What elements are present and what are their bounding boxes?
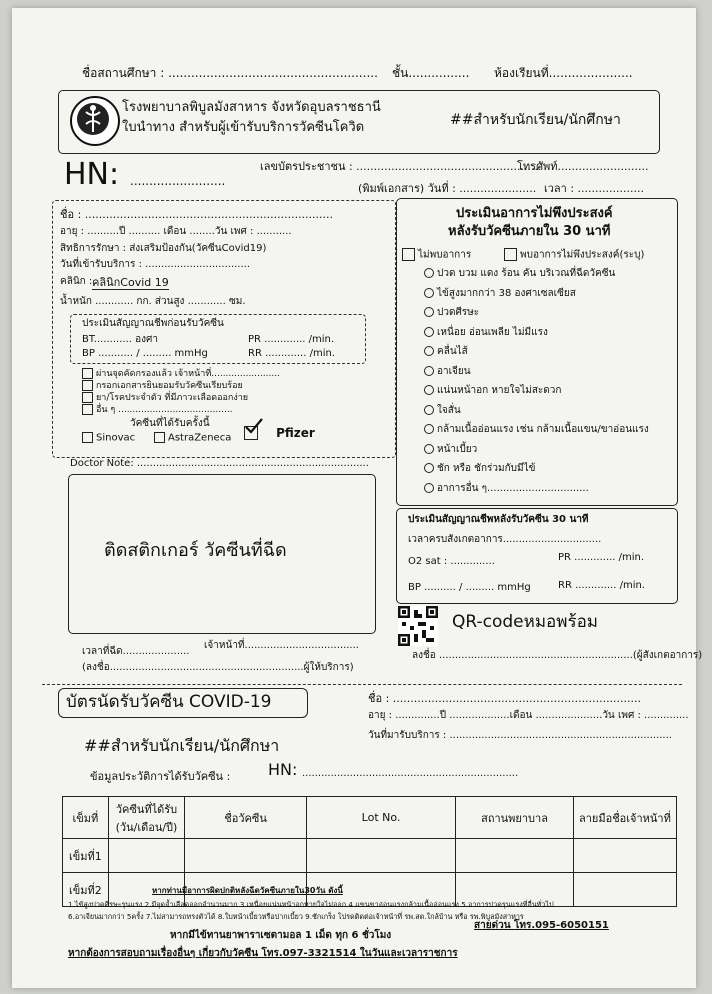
symptom-option[interactable]: ใจสั่น	[424, 405, 461, 417]
symptom-option[interactable]: ปวด บวม แดง ร้อน คัน บริเวณที่ฉีดวัคซีน	[424, 268, 615, 280]
injection-staff-field: เจ้าหน้าที่....................................	[204, 640, 359, 651]
table-cell[interactable]	[306, 839, 455, 873]
print-date-field: (พิมพ์เอกสาร) วันที่ : ......................	[358, 182, 537, 195]
radio-circle[interactable]	[424, 268, 434, 278]
radio-circle[interactable]	[424, 346, 434, 356]
symptom-option[interactable]: ไข้สูงมากกว่า 38 องศาเซลเซียส	[424, 288, 576, 300]
dose-label: เข็มที่2	[63, 873, 109, 907]
vaccine-option-astrazeneca[interactable]: AstraZeneca	[154, 432, 231, 445]
radio-circle[interactable]	[424, 385, 434, 395]
provider-signature-field: (ลงชื่อ.............................................................ผู้ให้บริการ)	[82, 662, 354, 673]
vitals-rr: RR ............. /min.	[248, 348, 335, 359]
side-effects-title: ประเมินอาการไม่พึงประสงค์	[456, 206, 613, 221]
table-cell[interactable]	[573, 839, 676, 873]
checkbox[interactable]	[82, 380, 93, 391]
radio-circle[interactable]	[424, 307, 434, 317]
hospital-name: โรงพยาบาลพิบูลมังสาหาร จังหวัดอุบลราชธานี	[122, 100, 381, 115]
hotline: สายด่วน โทร.095-6050151	[474, 920, 609, 931]
radio-circle[interactable]	[424, 424, 434, 434]
checkbox[interactable]	[504, 248, 517, 261]
symptom-found-option[interactable]: พบอาการไม่พึงประสงค์(ระบุ)	[504, 248, 644, 262]
symptom-option[interactable]: อาการอื่น ๆ................................	[424, 483, 589, 495]
bp-after-field: BP .......... / ......... mmHg	[408, 582, 531, 593]
table-cell[interactable]	[108, 839, 184, 873]
checklist-item[interactable]: กรอกเอกสารยินยอมรับวัคซีนเรียบร้อย	[82, 380, 243, 392]
card-title: บัตรนัดรับวัคซีน COVID-19	[66, 692, 272, 712]
hn-dots: .........................	[130, 174, 226, 188]
column-header: ชื่อวัคซีน	[185, 797, 307, 839]
checkbox[interactable]	[402, 248, 415, 261]
vitals-bp: BP ........... / ......... mmHg	[82, 348, 208, 359]
card-hn-dots: ....................................................................	[302, 768, 519, 779]
vaccine-option-pfizer[interactable]: Pfizer	[244, 422, 315, 441]
card-name-field: ชื่อ : .......................................................................	[368, 692, 642, 705]
checkmark-icon	[244, 418, 264, 434]
doctor-note-field: Doctor Note: .........................................................................	[70, 458, 369, 469]
warning-title: หากท่านมีอาการผิดปกติหลังฉีดวัคซีนภายใน30วัน ดังนี้	[152, 886, 343, 895]
radio-circle[interactable]	[424, 483, 434, 493]
symptom-option[interactable]: คลื่นไส้	[424, 346, 468, 358]
qr-code[interactable]	[398, 606, 438, 646]
card-age-field: อายุ : ..............ปี ...................เดือน .....................วัน เพศ : ..............	[368, 710, 689, 721]
id-card-field: เลขบัตรประชาชน : .....................................................	[260, 160, 542, 173]
vitals-pr: PR ............. /min.	[248, 334, 335, 345]
grade-field: ชั้น................	[392, 66, 470, 80]
radio-circle[interactable]	[424, 288, 434, 298]
table-cell[interactable]	[185, 839, 307, 873]
symptom-option[interactable]: ปวดศีรษะ	[424, 307, 479, 319]
vitals-before-title: ประเมินสัญญาณชีพก่อนรับวัคซีน	[82, 318, 224, 329]
sticker-label: ติดสติกเกอร์ วัคซีนที่ฉีด	[104, 540, 287, 561]
symptom-option[interactable]: เหนื่อย อ่อนเพลีย ไม่มีแรง	[424, 327, 548, 339]
hospital-logo	[70, 96, 120, 146]
classroom-field: ห้องเรียนที่......................	[494, 66, 633, 80]
patient-rights-field: สิทธิการรักษา : ส่งเสริมป้องกัน(วัคซีนCovid19)	[60, 243, 267, 254]
qr-label: QR-codeหมอพร้อม	[452, 612, 599, 632]
symptom-option[interactable]: ชัก หรือ ชักร่วมกับมีไข้	[424, 463, 535, 475]
pr-after-field: PR ............. /min.	[558, 552, 645, 563]
time-field: เวลา : ...................	[544, 182, 644, 195]
column-header: เข็มที่	[63, 797, 109, 839]
vitals-bt: BT............ องศา	[82, 334, 158, 345]
observation-time-field: เวลาครบสังเกตอาการ...............................	[408, 534, 602, 545]
side-effects-subtitle: หลังรับวัคซีนภายใน 30 นาที	[448, 224, 611, 239]
observer-signature-field: ลงชื่อ .............................................................(ผู้สังเกตอาการ)	[412, 650, 703, 661]
form-subtitle: ใบนำทาง สำหรับผู้เข้ารับบริการวัคซีนโควิด	[122, 120, 365, 135]
checkbox[interactable]	[82, 432, 93, 443]
checkbox[interactable]	[82, 404, 93, 415]
card-appointment-field: วันที่มารับบริการ : ......................................................................	[368, 730, 672, 741]
hn-label: HN:	[64, 157, 120, 192]
vaccine-history-label: ข้อมูลประวัติการได้รับวัคซีน :	[90, 770, 231, 783]
clinic-label: คลินิก :	[60, 276, 93, 287]
form-sheet	[12, 8, 703, 988]
checklist-item[interactable]: ยา/โรคประจำตัว ที่มีภาวะเลือดออกง่าย	[82, 392, 248, 404]
column-header: สถานพยาบาล	[456, 797, 574, 839]
column-header: Lot No.	[306, 797, 455, 839]
injection-time-field: เวลาที่ฉีด.....................	[82, 646, 190, 657]
rr-after-field: RR ............. /min.	[558, 580, 645, 591]
radio-circle[interactable]	[424, 405, 434, 415]
cut-line	[42, 684, 682, 685]
clinic-value: คลินิกCovid 19	[92, 276, 169, 289]
checklist-item[interactable]: อื่น ๆ ........................................	[82, 404, 233, 416]
vitals-after-title: ประเมินสัญญาณชีพหลังรับวัคซีน 30 นาที	[408, 514, 589, 525]
symptom-option[interactable]: แน่นหน้าอก หายใจไม่สะดวก	[424, 385, 561, 397]
checklist-item[interactable]: ผ่านจุดคัดกรองแล้ว เจ้าหน้าที่........................	[82, 368, 280, 380]
radio-circle[interactable]	[424, 366, 434, 376]
table-cell[interactable]	[456, 839, 574, 873]
radio-circle[interactable]	[424, 327, 434, 337]
inquiry-phone: หากต้องการสอบถามเรื่องอื่นๆ เกี่ยวกับวัคซีน โทร.097-3321514 ในวันและเวลาราชการ	[68, 948, 458, 959]
dose-label: เข็มที่1	[63, 839, 109, 873]
symptom-option[interactable]: อาเจียน	[424, 366, 471, 378]
radio-circle[interactable]	[424, 463, 434, 473]
table-row	[63, 839, 677, 873]
column-header: วัคซีนที่ได้รับ (วัน/เดือน/ปี)	[108, 797, 184, 839]
symptom-option[interactable]: กล้ามเนื้ออ่อนแรง เช่น กล้ามเนื้อแขน/ขาอ่อนแรง	[424, 424, 649, 436]
patient-name-field: ชื่อ : .......................................................................	[60, 208, 334, 221]
radio-circle[interactable]	[424, 444, 434, 454]
o2-sat-field: O2 sat : ..............	[408, 556, 495, 567]
card-hn-label: HN:	[268, 760, 298, 779]
for-students-label: ##สำหรับนักเรียน/นักศึกษา	[450, 112, 621, 128]
warning-symptoms-2: 6.อาเจียนมากกว่า 5ครั้ง 7.ไม่สามารถทรงตัวได้ 8.ใบหน้าเบี้ยวหรือปากเบี้ยว 9.ชักเกร็ง โปรดติดต่อเจ้าหน้าที่ รพ.สต.ใกล้บ้าน หรือ รพ.พิบูลมังสาหาร	[68, 912, 524, 921]
checkbox[interactable]	[82, 368, 93, 379]
vaccine-choice-title: วัคซีนที่ได้รับครั้งนี้	[130, 418, 210, 429]
vaccine-option-sinovac[interactable]: Sinovac	[82, 432, 135, 445]
paracetamol-advice: หากมีไข้ทานยาพาราเซตามอล 1 เม็ด ทุก 6 ชั่วโมง	[170, 930, 392, 941]
table-cell[interactable]	[573, 873, 676, 907]
no-symptom-option[interactable]: ไม่พบอาการ	[402, 248, 471, 262]
weight-height-field: น้ำหนัก ............ กก. ส่วนสูง ............ ซม.	[60, 296, 246, 307]
table-header-row	[63, 797, 677, 839]
card-for-students: ##สำหรับนักเรียน/นักศึกษา	[84, 736, 280, 755]
column-header: ลายมือชื่อเจ้าหน้าที่	[573, 797, 676, 839]
warning-symptoms-1: 1.ไข้สูงปวดศีรษะรุนแรง 2.มีจุดจ้ำเลือดออกจำนวนมาก 3.เหนื่อยแน่นหน้าอกหายใจไม่ออก 4.แขนขาอ่อนแรงกล้ามเนื้ออ่อนแรง 5.อาการปวดรุนแรงที่อื่นทั่วไป	[68, 900, 554, 909]
patient-age-field: อายุ : ..........ปี .......... เดือน ........วัน เพศ : ...........	[60, 226, 292, 237]
checkbox[interactable]	[82, 392, 93, 403]
phone-field: โทรศัพท์..........................	[517, 160, 649, 173]
school-name-field: ชื่อสถานศึกษา : .......................................................	[82, 66, 378, 80]
symptom-option[interactable]: หน้าเบี้ยว	[424, 444, 477, 456]
service-date-field: วันที่เข้ารับบริการ : .................................	[60, 259, 251, 270]
checkbox[interactable]	[154, 432, 165, 443]
